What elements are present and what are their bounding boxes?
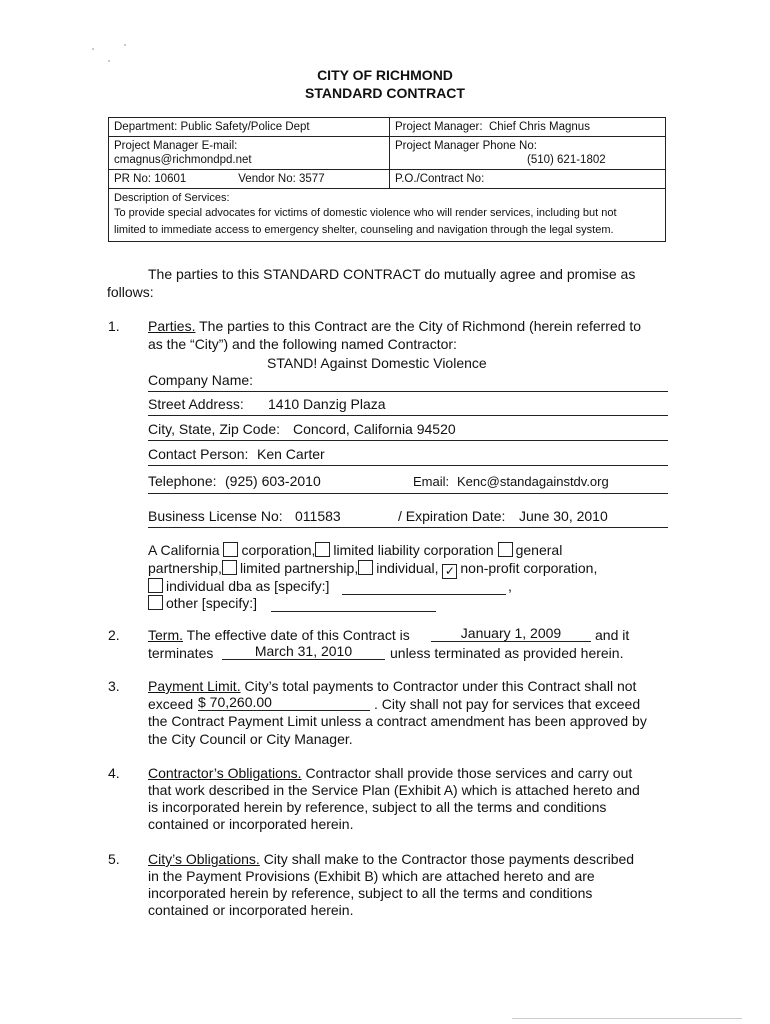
entity-row-1 [148, 542, 562, 559]
entity-text: individual, [376, 560, 439, 576]
start-date-field: January 1, 2009 [431, 625, 591, 642]
section-text: . City shall not pay for services that exceed [374, 696, 641, 712]
corporation-checkbox[interactable] [223, 542, 238, 557]
form-line [148, 391, 668, 392]
entity-text: non-profit corporation, [460, 560, 598, 576]
pm-value: Chief Chris Magnus [488, 121, 590, 133]
contact-label: Contact Person: [148, 446, 249, 462]
entity-row-3 [148, 578, 329, 595]
section1-line: as the “City”) and the following named Contractor: [148, 336, 457, 352]
section-number: 3. [108, 678, 120, 694]
section-number: 4. [108, 765, 120, 781]
payment-amount-field: $ 70,260.00 [198, 694, 370, 711]
general-partnership-checkbox[interactable] [498, 542, 513, 557]
section-number: 1. [108, 318, 120, 334]
individual-checkbox[interactable] [358, 560, 373, 575]
section-text: City’s total payments to Contractor under this Contract shall not [244, 678, 637, 694]
section-heading: Parties. [148, 318, 196, 334]
section-text: contained or incorporated herein. [148, 816, 354, 832]
end-date-field: March 31, 2010 [222, 643, 385, 660]
po-contract-cell [390, 170, 666, 189]
pm-phone-label: Project Manager Phone No: [395, 140, 537, 152]
entity-text: A California [148, 542, 220, 558]
email-label: Email: [413, 474, 450, 489]
vendor-label: Vendor No: [238, 173, 296, 185]
dba-specify-line [342, 594, 506, 595]
llc-checkbox[interactable] [315, 542, 330, 557]
street-label: Street Address: [148, 396, 244, 412]
pm-email-value: cmagnus@richmondpd.net [114, 154, 252, 166]
entity-text: general [515, 542, 563, 558]
department-cell [109, 118, 390, 137]
pr-value: 10601 [154, 173, 187, 185]
description-line: To provide special advocates for victims of domestic violence who will render services, including but not [114, 207, 617, 219]
dba-comma: , [508, 578, 512, 594]
intro-line: follows: [107, 284, 154, 300]
nonprofit-checkbox[interactable] [442, 564, 457, 579]
street-value: 1410 Danzig Plaza [268, 396, 386, 412]
limited-partnership-checkbox[interactable] [222, 560, 237, 575]
scan-artifact-line [512, 1018, 742, 1019]
form-line [148, 415, 668, 416]
section-text: is incorporated herein by reference, subject to all the terms and conditions [148, 799, 607, 815]
city-label: City, State, Zip Code: [148, 421, 281, 437]
section4-line [148, 765, 632, 782]
intro-line: The parties to this STANDARD CONTRACT do mutually agree and promise as [148, 266, 636, 282]
pm-email-cell [109, 137, 390, 170]
expiration-value: June 30, 2010 [519, 508, 608, 524]
section-heading: Contractor’s Obligations. [148, 765, 302, 781]
section-number: 5. [108, 851, 120, 867]
scan-speck [108, 60, 110, 62]
expiration-label: / Expiration Date: [398, 508, 506, 524]
pm-phone-cell [390, 137, 666, 170]
pr-vendor-cell [109, 170, 390, 189]
entity-text: corporation, [241, 542, 316, 558]
department-text: Department: Public Safety/Police Dept [114, 121, 310, 133]
other-specify-line [271, 611, 436, 612]
section-text: contained or incorporated herein. [148, 902, 354, 918]
section-text: unless terminated as provided herein. [390, 645, 624, 661]
entity-text: other [specify:] [166, 595, 258, 611]
dba-checkbox[interactable] [148, 578, 163, 593]
section-text: The parties to this Contract are the City of Richmond (herein referred to [199, 318, 642, 334]
entity-text: individual dba as [specify:] [166, 578, 330, 594]
form-line [148, 440, 668, 441]
section-text: exceed [148, 696, 194, 712]
company-name-value: STAND! Against Domestic Violence [267, 355, 487, 371]
section5-line [148, 851, 634, 868]
other-checkbox[interactable] [148, 595, 163, 610]
checkmark-icon: ✓ [444, 564, 455, 578]
project-manager-cell [390, 118, 666, 137]
document-title: CITY OF RICHMOND [317, 67, 453, 83]
section-text: the City Council or City Manager. [148, 731, 353, 747]
license-label: Business License No: [148, 508, 283, 524]
section-text: The effective date of this Contract is [186, 627, 410, 643]
telephone-label: Telephone: [148, 473, 217, 489]
entity-row-2 [148, 560, 597, 579]
entity-row-4 [148, 595, 257, 612]
document-subtitle: STANDARD CONTRACT [305, 85, 465, 101]
po-label: P.O./Contract No: [395, 173, 485, 185]
section-text: in the Payment Provisions (Exhibit B) which are attached hereto and are [148, 868, 595, 884]
pm-phone-value: (510) 621-1802 [527, 154, 606, 166]
company-name-label: Company Name: [148, 372, 254, 388]
pr-label: PR No: [114, 173, 152, 185]
scan-speck [92, 48, 94, 50]
section-text: incorporated herein by reference, subject to all the terms and conditions [148, 885, 593, 901]
section-text: Contractor shall provide those services and carry out [305, 765, 633, 781]
contact-value: Ken Carter [257, 446, 325, 462]
license-value: 011583 [295, 508, 341, 524]
vendor-value: 3577 [299, 173, 325, 185]
city-value: Concord, California 94520 [293, 421, 456, 437]
section-heading: City’s Obligations. [148, 851, 260, 867]
description-label: Description of Services: [114, 192, 230, 204]
description-cell [109, 189, 666, 242]
entity-text: limited liability corporation [333, 542, 494, 558]
email-value: Kenc@standagainstdv.org [457, 474, 609, 489]
entity-text: limited partnership, [239, 560, 359, 576]
section-heading: Term. [148, 627, 183, 643]
section-heading: Payment Limit. [148, 678, 241, 694]
section-number: 2. [108, 627, 120, 643]
description-line: limited to immediate access to emergency shelter, counseling and navigation through the legal system. [114, 224, 614, 236]
section3-line [148, 678, 636, 695]
contract-info-table [108, 117, 666, 242]
pm-label: Project Manager: [395, 121, 483, 133]
pm-email-label: Project Manager E-mail: [114, 140, 238, 152]
scan-speck [124, 44, 126, 46]
section1-line [148, 318, 641, 335]
section-text: and it [595, 627, 630, 643]
form-line [148, 527, 668, 528]
telephone-value: (925) 603-2010 [225, 473, 321, 489]
section-text: terminates [148, 645, 214, 661]
form-line [148, 493, 668, 494]
section-text: that work described in the Service Plan (Exhibit A) which is attached hereto and [148, 782, 640, 798]
form-line [148, 465, 668, 466]
section-text: the Contract Payment Limit unless a contract amendment has been approved by [148, 713, 647, 729]
section2-line [148, 627, 410, 644]
entity-text: partnership, [148, 560, 222, 576]
section-text: City shall make to the Contractor those payments described [263, 851, 635, 867]
